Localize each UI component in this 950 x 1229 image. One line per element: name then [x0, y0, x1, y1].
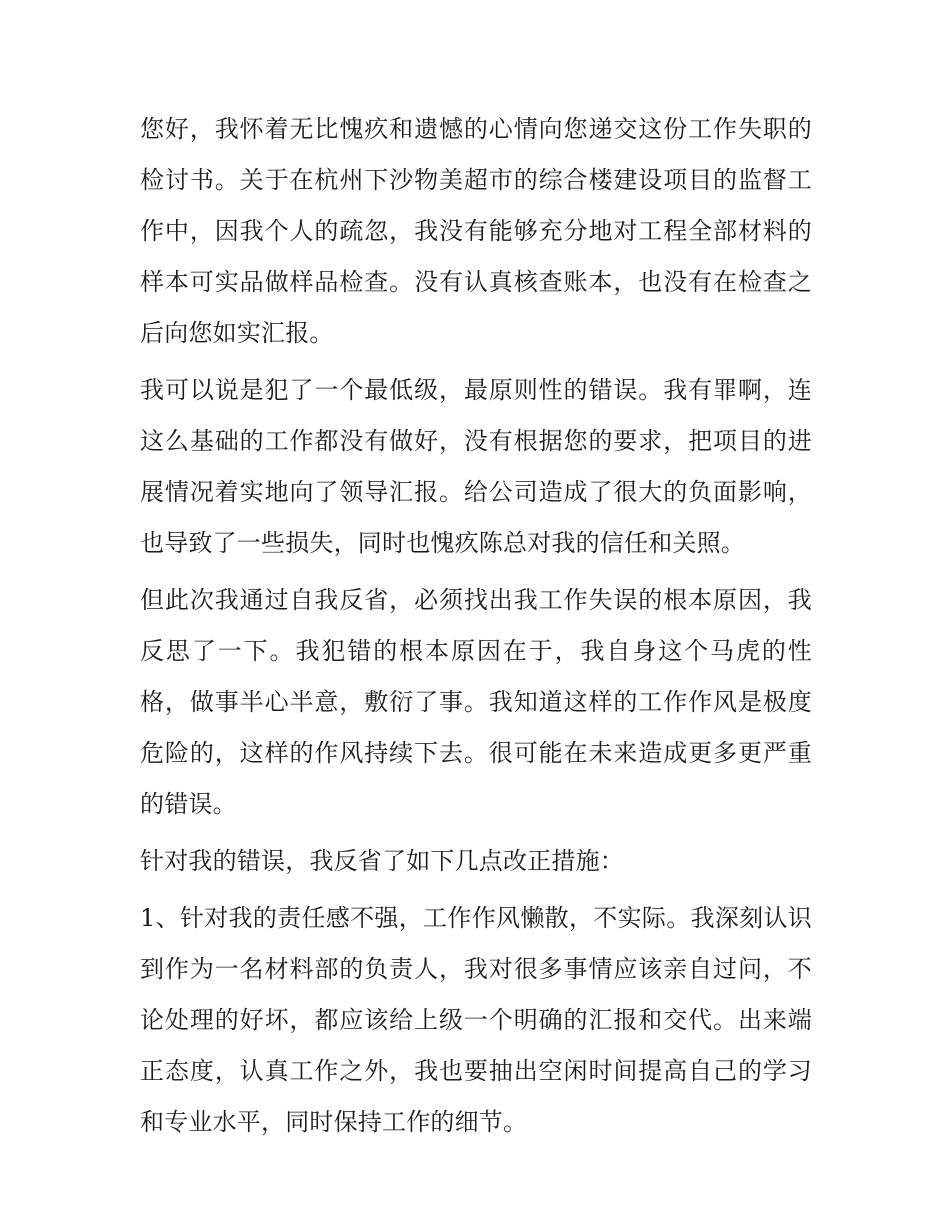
- paragraph-reflection: 但此次我通过自我反省，必须找出我工作失误的根本原因，我反思了一下。我犯错的根本原因在于，我自身这个马虎的性格，做事半心半意，敷衍了事。我知道这样的工作作风是极度危险的，这样的作风持续下去。很可能在未来造成更多更严重的错误。: [140, 586, 812, 818]
- paragraph-greeting: 您好，我怀着无比愧疚和遗憾的心情向您递交这份工作失职的检讨书。关于在杭州下沙物美超市的综合楼建设项目的监督工作中，因我个人的疏忽，我没有能够充分地对工程全部材料的样本可实品做样品检查。没有认真核查账本，也没有在检查之后向您如实汇报。: [140, 115, 812, 347]
- paragraph-admission: 我可以说是犯了一个最低级，最原则性的错误。我有罪啊，连这么基础的工作都没有做好，没有根据您的要求，把项目的进展情况着实地向了领导汇报。给公司造成了很大的负面影响，也导致了一些损失，同时也愧疚陈总对我的信任和关照。: [140, 376, 812, 557]
- paragraph-measure-1: 1、针对我的责任感不强，工作作风懒散，不实际。我深刻认识到作为一名材料部的负责人，我对很多事情应该亲自过问，不论处理的好坏，都应该给上级一个明确的汇报和交代。出来端正态度，认真工作之外，我也要抽出空闲时间提高自己的学习和专业水平，同时保持工作的细节。: [140, 904, 812, 1136]
- paragraph-measures-intro: 针对我的错误，我反省了如下几点改正措施：: [140, 847, 624, 875]
- document-body: [140, 104, 812, 1154]
